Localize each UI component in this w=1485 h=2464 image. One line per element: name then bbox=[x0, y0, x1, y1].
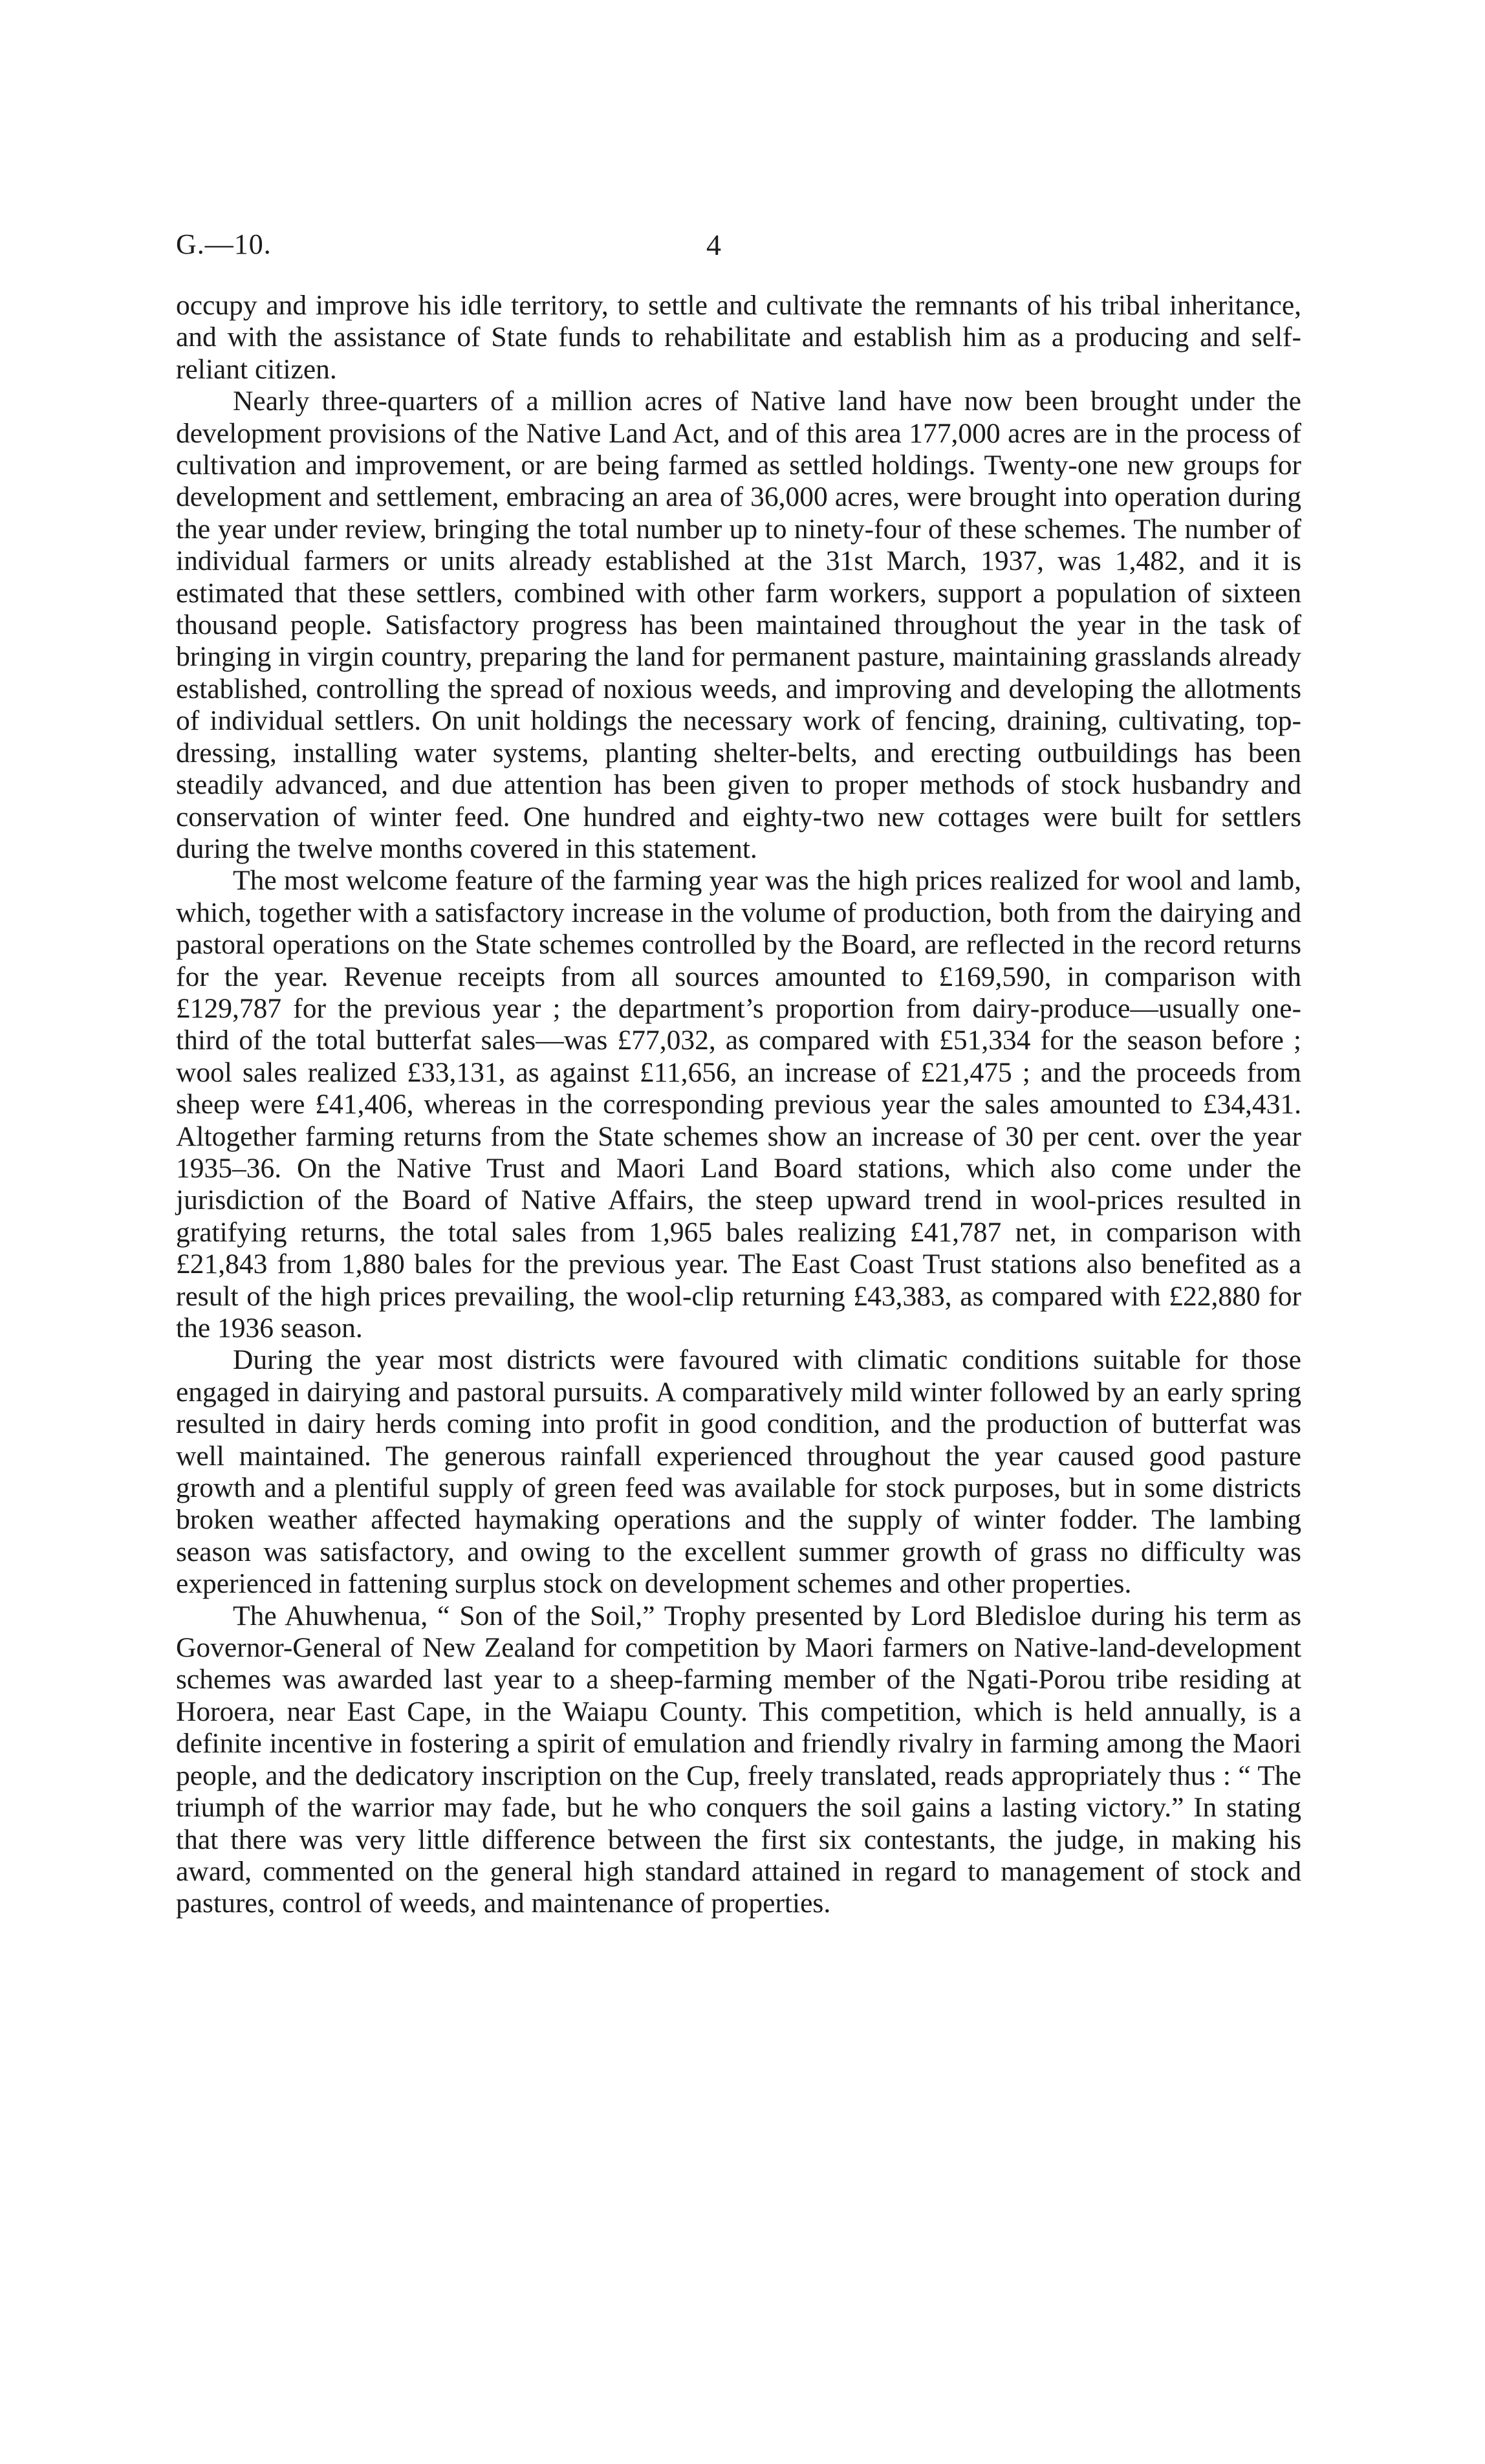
report-reference: G.—10. bbox=[176, 228, 272, 260]
paragraph-land-development: Nearly three-quarters of a million acres of Native land have now been brought under the development provisions of the Native Land Act, and of this area 177,000 acres are in the process of cultivation and improvement, or are being farmed as settled holdings. Twenty-one new groups for development and settlement, embracing an area of 36,000 acres, were brought into operation during the year under review, bringing the total number up to ninety-four of these schemes. The number of individual farmers or units already established at the 31st March, 1937, was 1,482, and it is estimated that these settlers, combined with other farm workers, support a population of sixteen thousand people. Satisfactory progress has been maintained throughout the year in the task of bringing in virgin country, preparing the land for permanent pasture, maintaining grasslands already established, controlling the spread of noxious weeds, and improving and developing the allotments of individual settlers. On unit holdings the necessary work of fencing, draining, cultivating, top-dressing, installing water systems, planting shelter-belts, and erecting outbuildings has been steadily advanced, and due attention has been given to proper methods of stock husbandry and conservation of winter feed. One hundred and eighty-two new cottages were built for settlers during the twelve months covered in this statement. bbox=[176, 386, 1301, 864]
page-number: 4 bbox=[706, 228, 721, 261]
paragraph-continuation: occupy and improve his idle territory, to settle and cultivate the remnants of his tribal inheritance, and with the assistance of State funds to rehabilitate and establish him as a producing and self-reliant citizen. bbox=[176, 290, 1301, 385]
paragraph-ahuwhenua-trophy: The Ahuwhenua, “ Son of the Soil,” Trophy presented by Lord Bledisloe during his term as Governor-General of New Zealand for competition by Maori farmers on Native-land-development schemes was awarded last year to a sheep-farming member of the Ngati-Porou tribe residing at Horoera, near East Cape, in the Waiapu County. This competition, which is held annually, is a definite incentive in fostering a spirit of emulation and friendly rivalry in farming among the Maori people, and the dedicatory inscription on the Cup, freely translated, reads appropriately thus : “ The triumph of the warrior may fade, but he who conquers the soil gains a lasting victory.” In stating that there was very little difference between the first six contestants, the judge, in making his award, commented on the general high standard attained in regard to management of stock and pastures, control of weeds, and maintenance of properties. bbox=[176, 1600, 1301, 1919]
paragraph-climatic-conditions: During the year most districts were favoured with climatic conditions suitable for those engaged in dairying and pastoral pursuits. A comparatively mild winter followed by an early spring resulted in dairy herds coming into profit in good condition, and the production of butterfat was well maintained. The generous rainfall experienced throughout the year caused good pasture growth and a plentiful supply of green feed was available for stock purposes, but in some districts broken weather affected haymaking operations and the supply of winter fodder. The lambing season was satisfactory, and owing to the excellent summer growth of grass no difficulty was experienced in fattening surplus stock on development schemes and other properties. bbox=[176, 1344, 1301, 1600]
body-text bbox=[176, 290, 1301, 1920]
paragraph-farming-returns: The most welcome feature of the farming year was the high prices realized for wool and lamb, which, together with a satisfactory increase in the volume of production, both from the dairying and pastoral operations on the State schemes controlled by the Board, are reflected in the record returns for the year. Revenue receipts from all sources amounted to £169,590, in comparison with £129,787 for the previous year ; the department’s proportion from dairy-produce—usually one-third of the total butterfat sales—was £77,032, as compared with £51,334 for the season before ; wool sales realized £33,131, as against £11,656, an increase of £21,475 ; and the proceeds from sheep were £41,406, whereas in the corresponding previous year the sales amounted to £34,431. Altogether farming returns from the State schemes show an increase of 30 per cent. over the year 1935–36. On the Native Trust and Maori Land Board stations, which also come under the jurisdiction of the Board of Native Affairs, the steep upward trend in wool-prices resulted in gratifying returns, the total sales from 1,965 bales realizing £41,787 net, in comparison with £21,843 from 1,880 bales for the previous year. The East Coast Trust stations also benefited as a result of the high prices prevailing, the wool-clip returning £43,383, as compared with £22,880 for the 1936 season. bbox=[176, 865, 1301, 1344]
page-header bbox=[176, 228, 1301, 279]
